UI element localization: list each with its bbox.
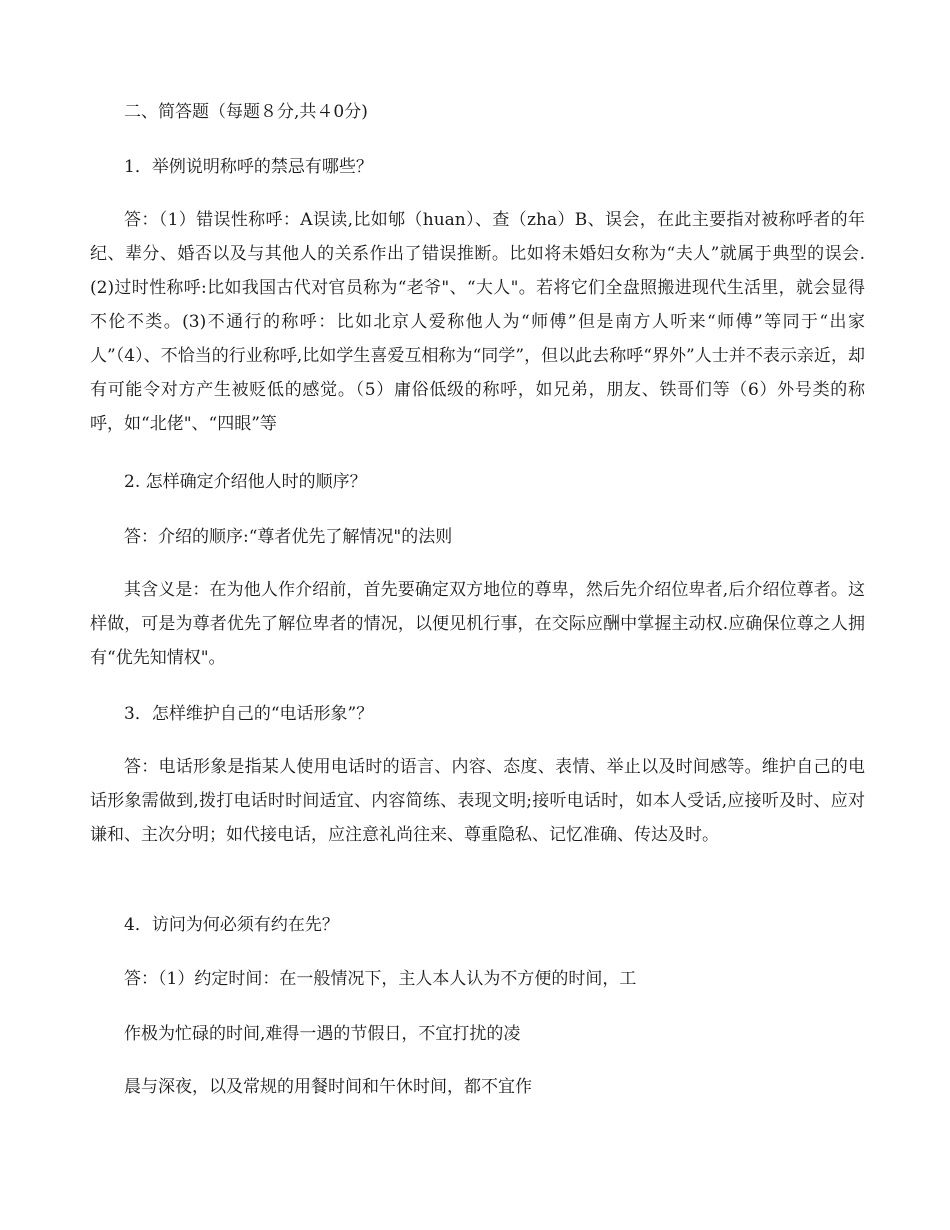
answer-1: 答：（1）错误性称呼：A误读,比如郇（huan）、查（zha）B、误会，在此主要指对被称呼者的年纪、辈分、婚否以及与其他人的关系作出了错误推断。比如将未婚妇女称为“夫人”就属于典型的误会.(2)过时性称呼:比如我国古代对官员称为“老爷"、“大人"。若将它们全盘照搬进现代生活里，就会显得不伦不类。(3)不通行的称呼：比如北京人爱称他人为“师傅”但是南方人听来“师傅”等同于“出家人”（4）、不恰当的行业称呼,比如学生喜爱互相称为“同学”，但以此去称呼“界外”人士并不表示亲近，却有可能令对方产生被贬低的感觉。（5）庸俗低级的称呼，如兄弟，朋友、铁哥们等（6）外号类的称呼，如“北佬"、“四眼”等 — [90, 210, 865, 434]
question-2: 2. 怎样确定介绍他人时的顺序？ — [124, 472, 367, 492]
section-title: 二、简答题（每题８分,共４0分) — [124, 102, 368, 122]
answer-4-line-1: 答：（1）约定时间：在一般情况下，主人本人认为不方便的时间，工 — [124, 969, 637, 989]
question-1: 1．举例说明称呼的禁忌有哪些？ — [124, 157, 373, 177]
answer-3: 答：电话形象是指某人使用电话时的语言、内容、态度、表情、举止以及时间感等。维护自己的电话形象需做到,拨打电话时时间适宜、内容简练、表现文明;接听电话时，如本人受话,应接听及时、应对谦和、主次分明；如代接电话，应注意礼尚往来、尊重隐私、记忆准确、传达及时。 — [90, 757, 865, 845]
answer-4-line-3: 晨与深夜，以及常规的用餐时间和午休时间，都不宜作 — [124, 1077, 532, 1097]
question-4: 4．访问为何必须有约在先？ — [124, 915, 339, 935]
question-3: 3．怎样维护自己的“电话形象”？ — [124, 704, 374, 724]
answer-2: 答：介绍的顺序:“尊者优先了解情况"的法则 — [124, 527, 453, 547]
answer-4-line-2: 作极为忙碌的时间,难得一遇的节假日，不宜打扰的凌 — [124, 1024, 521, 1044]
explanation-2: 其含义是：在为他人作介绍前，首先要确定双方地位的尊卑，然后先介绍位卑者,后介绍位尊者。这样做，可是为尊者优先了解位卑者的情况，以便见机行事，在交际应酬中掌握主动权.应确保位尊之人拥有“优先知情权"。 — [90, 580, 865, 668]
